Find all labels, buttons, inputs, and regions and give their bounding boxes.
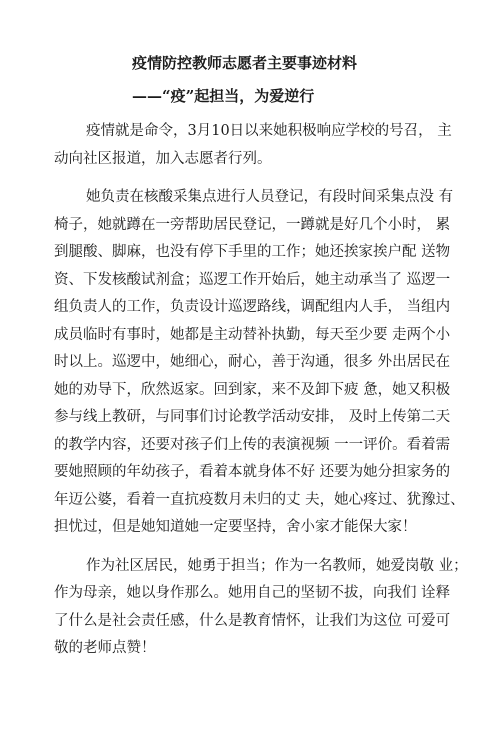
paragraph-line: 作为母亲，她以身作那么。她用自己的坚韧不拔，向我们 诠释 [54,585,451,601]
paragraph-line: 要她照顾的年幼孩子，看着本就身体不好 还要为她分担家务的 [54,464,451,480]
paragraph-line: 作为社区居民，她勇于担当；作为一名教师，她爱岗敬 业； [86,557,468,574]
paragraph-line: 她负责在核酸采集点进行人员登记，有段时间采集点没 有 [86,189,454,205]
paragraph-response [54,118,452,173]
paragraph-duties [54,184,465,542]
paragraph-line: 参与线上教研，与同事们讨论教学活动安排， 及时上传第二天 [54,409,451,425]
paragraph-line: 敬的老师点赞！ [54,640,156,656]
paragraph-line: 椅子，她就蹲在一旁帮助居民登记，一蹲就是好几个小时， 累 [54,216,451,233]
paragraph-line: 动向社区报道，加入志愿者行列。 [54,150,272,167]
paragraph-line: 担忧过，但是她知道她一定要坚持，舍小家才能保大家！ [54,519,417,535]
paragraph-line: 年迈公婆，看着一直抗疫数月未归的丈 夫，她心疼过、犹豫过、 [54,491,465,508]
paragraph-line: 的教学内容，还要对孩子们上传的表演视频 一一评价。看着需 [54,436,451,453]
paragraph-line: 时以上。巡逻中，她细心，耐心，善于沟通，很多 外出居民在 [54,354,451,370]
paragraph-summary [54,553,468,663]
document-title: 疫情防控教师志愿者主要事迹材料 [132,54,358,72]
paragraph-line: 到腿酸、脚麻，也没有停下手里的工作；她还挨家挨户配 送物 [54,244,451,260]
paragraph-line: 组负责人的工作，负责设计巡逻路线，调配组内人手， 当组内 [54,299,451,315]
paragraph-line: 资、下发核酸试剂盒；巡逻工作开始后，她主动承当了 巡逻一 [54,271,451,288]
document-subtitle: ——“疫”起担当，为爱逆行 [132,87,315,105]
paragraph-line: 疫情就是命令，3月10日以来她积极响应学校的号召， 主 [86,123,452,139]
paragraph-line: 了什么是社会责任感，什么是教育情怀，让我们为这位 可爱可 [54,612,451,629]
paragraph-line: 她的劝导下，欣然返家。回到家，来不及卸下疲 惫，她又积极 [54,381,451,398]
paragraph-line: 成员临时有事时，她都是主动替补执勤，每天至少要 走两个小 [54,326,451,343]
